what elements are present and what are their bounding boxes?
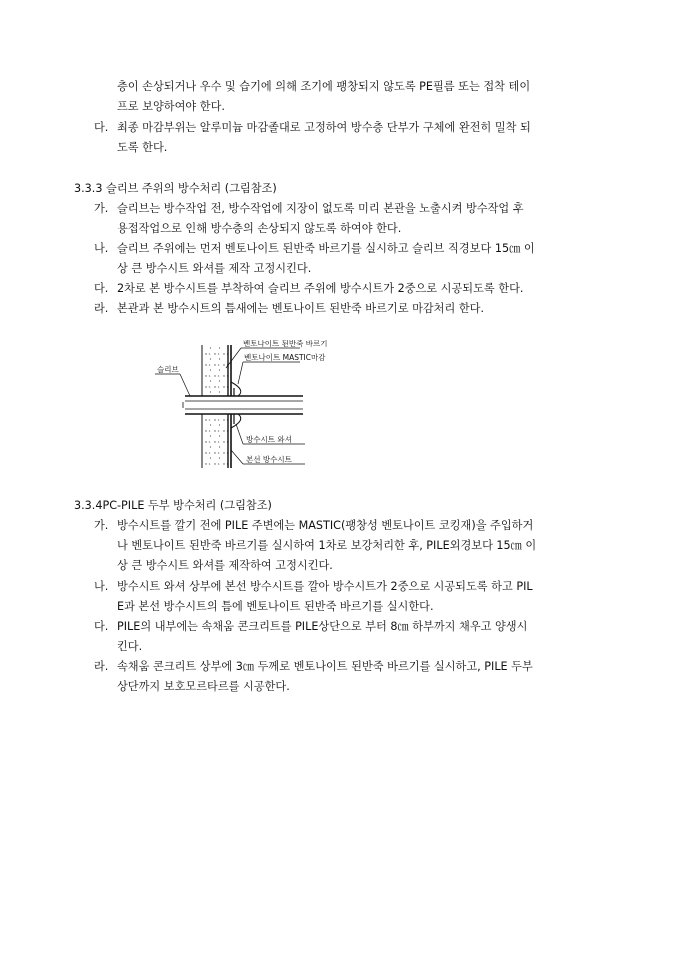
- item-line: 최종 마감부위는 알루미늄 마감졸대로 고정하여 방수층 단부가 구체에 완전히 밀착 되: [117, 121, 531, 134]
- item-marker: 라.: [94, 660, 109, 673]
- label-bentonite-mastic: 벤토나이트 MASTIC마감: [244, 353, 326, 362]
- sleeve-detail-figure: [150, 340, 370, 472]
- label-sleeve: 슬리브: [157, 365, 179, 374]
- item-marker: 나.: [94, 580, 109, 593]
- item-line: 용접작업으로 인해 방수층의 손상되지 않도록 하여야 한다.: [117, 222, 402, 235]
- item-line: 상단까지 보호모르타르를 시공한다.: [117, 680, 290, 693]
- label-bentonite-paste: 벤토나이트 된반죽 바르기: [243, 340, 328, 348]
- item-line: E과 본선 방수시트의 틈에 벤토나이트 된반죽 바르기를 실시한다.: [117, 600, 434, 613]
- item-marker: 나.: [94, 242, 109, 255]
- mastic-fillet-bottom: [231, 414, 241, 428]
- item-marker: 라.: [94, 302, 109, 315]
- item-line: 방수시트 와셔 상부에 본선 방수시트를 깔아 방수시트가 2중으로 시공되도록 하고 PIL: [117, 580, 533, 593]
- mastic-fillet-top: [231, 382, 241, 396]
- intro-line-2: 프로 보양하여야 한다.: [117, 100, 225, 113]
- section-heading-334: 3.3.4PC-PILE 두부 방수처리 (그림참조): [74, 499, 272, 512]
- item-line: 도록 한다.: [117, 141, 168, 154]
- item-marker: 가.: [94, 519, 109, 532]
- item-marker: 다.: [94, 121, 109, 134]
- item-line: 슬리브는 방수작업 전, 방수작업에 지장이 없도록 미리 본관을 노출시켜 방수작업 후: [117, 202, 524, 215]
- label-washer: 방수시트 와셔: [246, 435, 292, 444]
- item-line: 본관과 본 방수시트의 틈새에는 벤토나이트 된반죽 바르기로 마감처리 한다.: [117, 302, 485, 315]
- item-line: 상 큰 방수시트 와셔를 제작하여 고정시킨다.: [117, 559, 333, 572]
- item-line: 킨다.: [117, 640, 143, 653]
- item-line: 방수시트를 깔기 전에 PILE 주변에는 MASTIC(팽창성 벤토나이트 코킹재)을 주입하거: [117, 519, 534, 532]
- item-marker: 다.: [94, 282, 109, 295]
- item-line: 슬리브 주위에는 먼저 벤토나이트 된반죽 바르기를 실시하고 슬리브 직경보다 15㎝ 이: [117, 242, 535, 255]
- item-line: 나 벤토나이트 된반죽 바르기를 실시하여 1차로 보강처리한 후, PILE외경보다 15㎝ 이: [117, 539, 537, 552]
- intro-line-1: 층이 손상되거나 우수 및 습기에 의해 조기에 팽창되지 않도록 PE필름 또는 접착 테이: [117, 80, 531, 93]
- item-line: 2차로 본 방수시트를 부착하여 슬리브 주위에 방수시트가 2중으로 시공되도록 한다.: [117, 282, 524, 295]
- section-heading-333: 3.3.3 슬리브 주위의 방수처리 (그림참조): [74, 182, 277, 195]
- item-marker: 가.: [94, 202, 109, 215]
- item-marker: 다.: [94, 620, 109, 633]
- item-line: PILE의 내부에는 속채움 콘크리트를 PILE상단으로 부터 8㎝ 하부까지 채우고 양생시: [117, 620, 528, 633]
- item-line: 속채움 콘크리트 상부에 3㎝ 두께로 벤토나이트 된반죽 바르기를 실시하고, PILE 두부: [117, 660, 533, 673]
- item-line: 상 큰 방수시트 와셔를 제작 고정시킨다.: [117, 262, 312, 275]
- label-main-sheet: 본선 방수시트: [246, 455, 292, 464]
